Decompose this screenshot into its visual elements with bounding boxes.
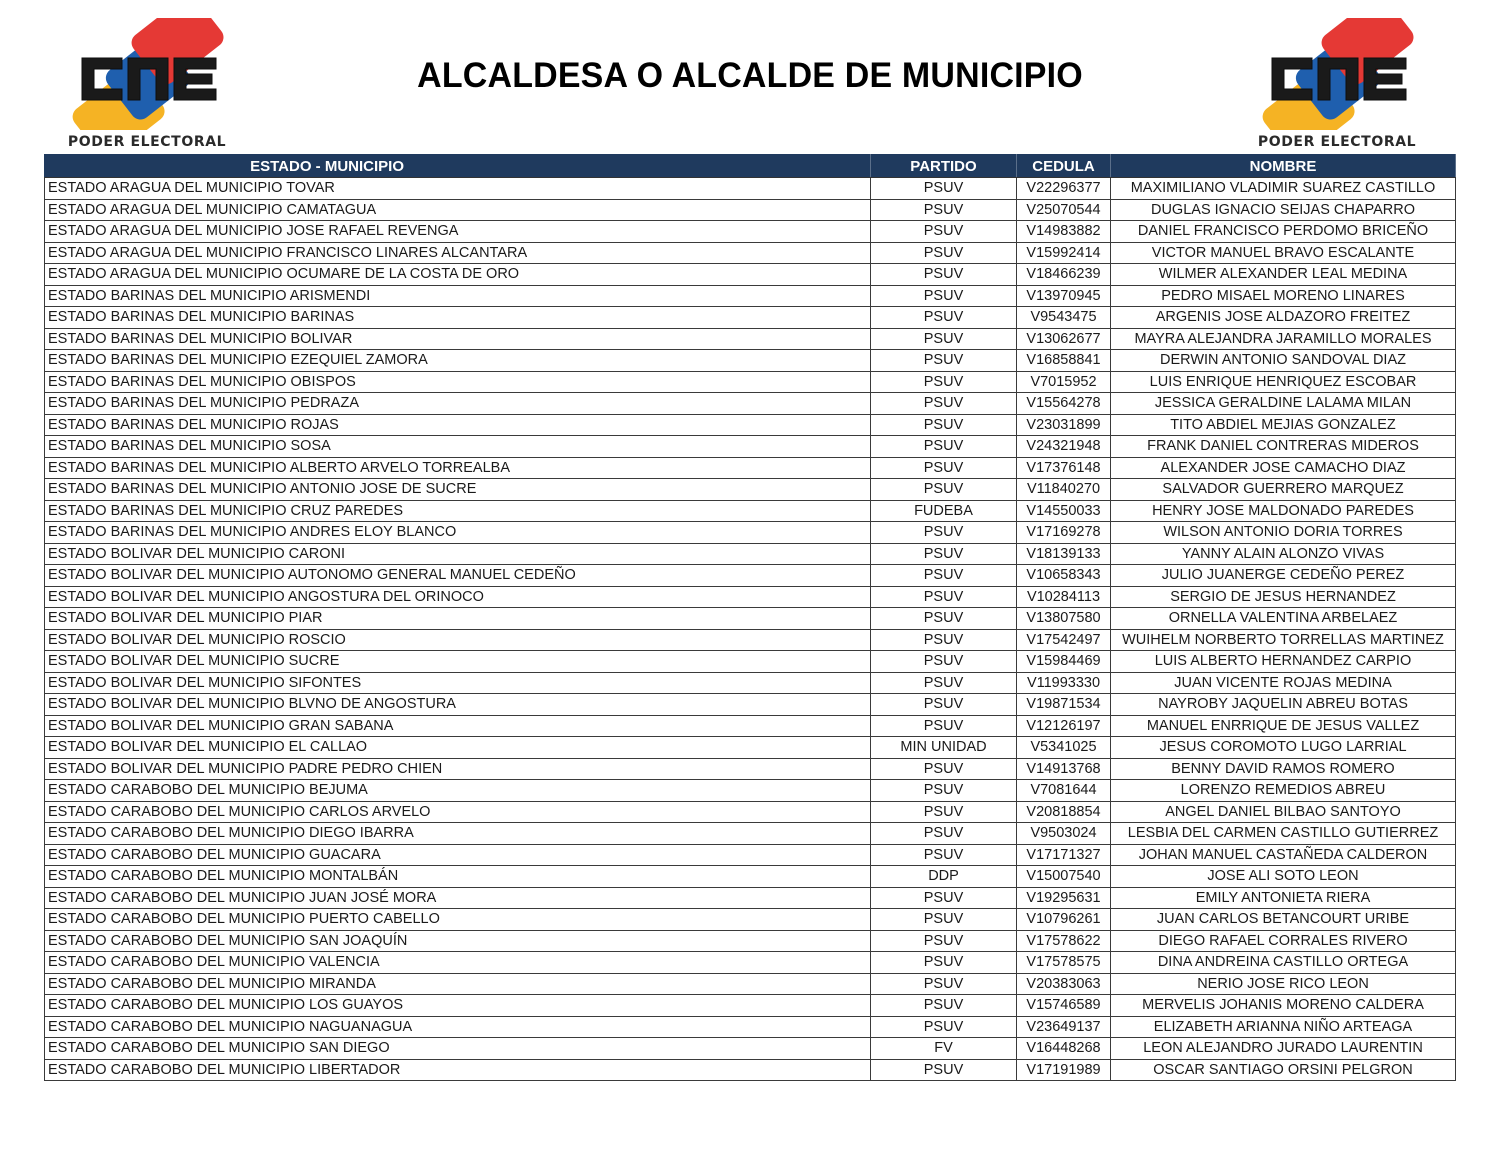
- table-row: [45, 909, 1456, 931]
- cell-nombre: LEON ALEJANDRO JURADO LAURENTIN: [1111, 1038, 1456, 1060]
- cell-cedula: V10658343: [1017, 565, 1111, 587]
- table-row: [45, 866, 1456, 888]
- column-header-estado-municipio: ESTADO - MUNICIPIO: [45, 155, 871, 178]
- cell-estado-municipio: ESTADO CARABOBO DEL MUNICIPIO GUACARA: [45, 844, 871, 866]
- cell-estado-municipio: ESTADO CARABOBO DEL MUNICIPIO BEJUMA: [45, 780, 871, 802]
- cell-estado-municipio: ESTADO BOLIVAR DEL MUNICIPIO ROSCIO: [45, 629, 871, 651]
- cell-cedula: V13807580: [1017, 608, 1111, 630]
- cell-partido: PSUV: [871, 715, 1017, 737]
- table-row: [45, 694, 1456, 716]
- cell-cedula: V13970945: [1017, 285, 1111, 307]
- table-row: [45, 1059, 1456, 1081]
- cell-cedula: V17191989: [1017, 1059, 1111, 1081]
- table-row: [45, 651, 1456, 673]
- cell-nombre: PEDRO MISAEL MORENO LINARES: [1111, 285, 1456, 307]
- cell-partido: PSUV: [871, 973, 1017, 995]
- cell-cedula: V10284113: [1017, 586, 1111, 608]
- cell-cedula: V24321948: [1017, 436, 1111, 458]
- cell-nombre: WILSON ANTONIO DORIA TORRES: [1111, 522, 1456, 544]
- cell-partido: PSUV: [871, 522, 1017, 544]
- cell-partido: PSUV: [871, 393, 1017, 415]
- cell-partido: PSUV: [871, 221, 1017, 243]
- cell-nombre: MERVELIS JOHANIS MORENO CALDERA: [1111, 995, 1456, 1017]
- cell-nombre: JOHAN MANUEL CASTAÑEDA CALDERON: [1111, 844, 1456, 866]
- cell-cedula: V18139133: [1017, 543, 1111, 565]
- cell-nombre: ORNELLA VALENTINA ARBELAEZ: [1111, 608, 1456, 630]
- cell-estado-municipio: ESTADO CARABOBO DEL MUNICIPIO SAN JOAQUÍN: [45, 930, 871, 952]
- table-row: [45, 995, 1456, 1017]
- cell-partido: PSUV: [871, 586, 1017, 608]
- cell-nombre: ELIZABETH ARIANNA NIÑO ARTEAGA: [1111, 1016, 1456, 1038]
- cell-nombre: LUIS ENRIQUE HENRIQUEZ ESCOBAR: [1111, 371, 1456, 393]
- cell-nombre: DIEGO RAFAEL CORRALES RIVERO: [1111, 930, 1456, 952]
- cell-partido: PSUV: [871, 801, 1017, 823]
- cell-partido: PSUV: [871, 543, 1017, 565]
- table-row: [45, 500, 1456, 522]
- cell-partido: PSUV: [871, 780, 1017, 802]
- cell-partido: PSUV: [871, 844, 1017, 866]
- table-row: [45, 930, 1456, 952]
- table-row: [45, 758, 1456, 780]
- cell-partido: PSUV: [871, 608, 1017, 630]
- cell-nombre: JESUS COROMOTO LUGO LARRIAL: [1111, 737, 1456, 759]
- cell-partido: PSUV: [871, 285, 1017, 307]
- cell-estado-municipio: ESTADO BOLIVAR DEL MUNICIPIO SUCRE: [45, 651, 871, 673]
- logo-tagline-left: PODER ELECTORAL: [67, 134, 227, 150]
- cell-cedula: V20818854: [1017, 801, 1111, 823]
- cell-partido: FUDEBA: [871, 500, 1017, 522]
- table-row: [45, 307, 1456, 329]
- cell-partido: PSUV: [871, 995, 1017, 1017]
- cell-nombre: LESBIA DEL CARMEN CASTILLO GUTIERREZ: [1111, 823, 1456, 845]
- cne-logo-right: [1232, 18, 1442, 153]
- cell-estado-municipio: ESTADO CARABOBO DEL MUNICIPIO PUERTO CABELLO: [45, 909, 871, 931]
- table-row: [45, 350, 1456, 372]
- cell-estado-municipio: ESTADO BARINAS DEL MUNICIPIO CRUZ PAREDES: [45, 500, 871, 522]
- cell-nombre: JESSICA GERALDINE LALAMA MILAN: [1111, 393, 1456, 415]
- cell-cedula: V18466239: [1017, 264, 1111, 286]
- cell-cedula: V25070544: [1017, 199, 1111, 221]
- cell-cedula: V17542497: [1017, 629, 1111, 651]
- cell-partido: PSUV: [871, 887, 1017, 909]
- cell-cedula: V20383063: [1017, 973, 1111, 995]
- cell-cedula: V17578622: [1017, 930, 1111, 952]
- cell-estado-municipio: ESTADO CARABOBO DEL MUNICIPIO MIRANDA: [45, 973, 871, 995]
- cell-estado-municipio: ESTADO BOLIVAR DEL MUNICIPIO PADRE PEDRO CHIEN: [45, 758, 871, 780]
- cell-nombre: DANIEL FRANCISCO PERDOMO BRICEÑO: [1111, 221, 1456, 243]
- cell-cedula: V16858841: [1017, 350, 1111, 372]
- table-row: [45, 887, 1456, 909]
- cell-estado-municipio: ESTADO CARABOBO DEL MUNICIPIO JUAN JOSÉ MORA: [45, 887, 871, 909]
- cell-estado-municipio: ESTADO CARABOBO DEL MUNICIPIO CARLOS ARVELO: [45, 801, 871, 823]
- cell-estado-municipio: ESTADO BARINAS DEL MUNICIPIO ARISMENDI: [45, 285, 871, 307]
- cell-nombre: YANNY ALAIN ALONZO VIVAS: [1111, 543, 1456, 565]
- cell-partido: PSUV: [871, 436, 1017, 458]
- cell-partido: PSUV: [871, 264, 1017, 286]
- cell-partido: PSUV: [871, 565, 1017, 587]
- column-header-nombre: NOMBRE: [1111, 155, 1456, 178]
- table-row: [45, 973, 1456, 995]
- table-row: [45, 1016, 1456, 1038]
- cell-nombre: WILMER ALEXANDER LEAL MEDINA: [1111, 264, 1456, 286]
- logo-tagline-right: PODER ELECTORAL: [1257, 134, 1417, 150]
- table-row: [45, 264, 1456, 286]
- cell-cedula: V9543475: [1017, 307, 1111, 329]
- cell-cedula: V7081644: [1017, 780, 1111, 802]
- cell-estado-municipio: ESTADO BARINAS DEL MUNICIPIO BARINAS: [45, 307, 871, 329]
- cell-nombre: BENNY DAVID RAMOS ROMERO: [1111, 758, 1456, 780]
- cell-partido: PSUV: [871, 694, 1017, 716]
- table-row: [45, 221, 1456, 243]
- cell-cedula: V15564278: [1017, 393, 1111, 415]
- table-row: [45, 242, 1456, 264]
- cell-partido: PSUV: [871, 178, 1017, 200]
- cell-estado-municipio: ESTADO ARAGUA DEL MUNICIPIO JOSE RAFAEL REVENGA: [45, 221, 871, 243]
- cell-nombre: DUGLAS IGNACIO SEIJAS CHAPARRO: [1111, 199, 1456, 221]
- cell-partido: PSUV: [871, 952, 1017, 974]
- cell-cedula: V17169278: [1017, 522, 1111, 544]
- cell-partido: PSUV: [871, 350, 1017, 372]
- cell-nombre: JUAN VICENTE ROJAS MEDINA: [1111, 672, 1456, 694]
- cell-partido: PSUV: [871, 371, 1017, 393]
- cell-nombre: LORENZO REMEDIOS ABREU: [1111, 780, 1456, 802]
- cell-nombre: SALVADOR GUERRERO MARQUEZ: [1111, 479, 1456, 501]
- table-row: [45, 285, 1456, 307]
- table-row: [45, 780, 1456, 802]
- cell-nombre: TITO ABDIEL MEJIAS GONZALEZ: [1111, 414, 1456, 436]
- cell-estado-municipio: ESTADO BARINAS DEL MUNICIPIO PEDRAZA: [45, 393, 871, 415]
- cell-estado-municipio: ESTADO CARABOBO DEL MUNICIPIO LOS GUAYOS: [45, 995, 871, 1017]
- cell-cedula: V14913768: [1017, 758, 1111, 780]
- cell-nombre: ALEXANDER JOSE CAMACHO DIAZ: [1111, 457, 1456, 479]
- cell-cedula: V9503024: [1017, 823, 1111, 845]
- cell-estado-municipio: ESTADO BARINAS DEL MUNICIPIO SOSA: [45, 436, 871, 458]
- cell-nombre: JUAN CARLOS BETANCOURT URIBE: [1111, 909, 1456, 931]
- cell-partido: PSUV: [871, 1059, 1017, 1081]
- cell-nombre: DERWIN ANTONIO SANDOVAL DIAZ: [1111, 350, 1456, 372]
- cell-partido: PSUV: [871, 479, 1017, 501]
- cell-estado-municipio: ESTADO BOLIVAR DEL MUNICIPIO EL CALLAO: [45, 737, 871, 759]
- cell-nombre: WUIHELM NORBERTO TORRELLAS MARTINEZ: [1111, 629, 1456, 651]
- cell-cedula: V17376148: [1017, 457, 1111, 479]
- table-row: [45, 672, 1456, 694]
- cell-cedula: V23031899: [1017, 414, 1111, 436]
- cell-cedula: V14983882: [1017, 221, 1111, 243]
- cell-cedula: V5341025: [1017, 737, 1111, 759]
- cell-nombre: MAYRA ALEJANDRA JARAMILLO MORALES: [1111, 328, 1456, 350]
- cell-nombre: DINA ANDREINA CASTILLO ORTEGA: [1111, 952, 1456, 974]
- table-row: [45, 629, 1456, 651]
- table-row: [45, 823, 1456, 845]
- page-title: ALCALDESA O ALCALDE DE MUNICIPIO: [417, 56, 1083, 95]
- table-row: [45, 178, 1456, 200]
- cell-partido: PSUV: [871, 457, 1017, 479]
- table-row: [45, 801, 1456, 823]
- table-row: [45, 522, 1456, 544]
- cell-cedula: V12126197: [1017, 715, 1111, 737]
- cell-nombre: NERIO JOSE RICO LEON: [1111, 973, 1456, 995]
- table-row: [45, 479, 1456, 501]
- table-row: [45, 715, 1456, 737]
- cell-estado-municipio: ESTADO ARAGUA DEL MUNICIPIO OCUMARE DE LA COSTA DE ORO: [45, 264, 871, 286]
- table-row: [45, 393, 1456, 415]
- cell-cedula: V15746589: [1017, 995, 1111, 1017]
- cell-cedula: V23649137: [1017, 1016, 1111, 1038]
- cell-nombre: SERGIO DE JESUS HERNANDEZ: [1111, 586, 1456, 608]
- cell-estado-municipio: ESTADO BARINAS DEL MUNICIPIO ANDRES ELOY BLANCO: [45, 522, 871, 544]
- cell-cedula: V17578575: [1017, 952, 1111, 974]
- cell-partido: PSUV: [871, 909, 1017, 931]
- cell-cedula: V11840270: [1017, 479, 1111, 501]
- table-body: [45, 178, 1456, 1081]
- cell-cedula: V22296377: [1017, 178, 1111, 200]
- cell-cedula: V7015952: [1017, 371, 1111, 393]
- table-row: [45, 1038, 1456, 1060]
- cell-estado-municipio: ESTADO BOLIVAR DEL MUNICIPIO CARONI: [45, 543, 871, 565]
- column-header-partido: PARTIDO: [871, 155, 1017, 178]
- cell-estado-municipio: ESTADO ARAGUA DEL MUNICIPIO FRANCISCO LINARES ALCANTARA: [45, 242, 871, 264]
- cell-estado-municipio: ESTADO BARINAS DEL MUNICIPIO OBISPOS: [45, 371, 871, 393]
- table-row: [45, 199, 1456, 221]
- cell-nombre: OSCAR SANTIAGO ORSINI PELGRON: [1111, 1059, 1456, 1081]
- cell-estado-municipio: ESTADO BOLIVAR DEL MUNICIPIO BLVNO DE ANGOSTURA: [45, 694, 871, 716]
- cell-partido: PSUV: [871, 199, 1017, 221]
- table-header-row: [45, 155, 1456, 178]
- cell-estado-municipio: ESTADO BOLIVAR DEL MUNICIPIO AUTONOMO GENERAL MANUEL CEDEÑO: [45, 565, 871, 587]
- table-row: [45, 565, 1456, 587]
- cell-nombre: JULIO JUANERGE CEDEÑO PEREZ: [1111, 565, 1456, 587]
- table-row: [45, 543, 1456, 565]
- cell-nombre: MAXIMILIANO VLADIMIR SUAREZ CASTILLO: [1111, 178, 1456, 200]
- cell-cedula: V11993330: [1017, 672, 1111, 694]
- table-row: [45, 586, 1456, 608]
- cell-estado-municipio: ESTADO CARABOBO DEL MUNICIPIO SAN DIEGO: [45, 1038, 871, 1060]
- cell-nombre: HENRY JOSE MALDONADO PAREDES: [1111, 500, 1456, 522]
- cell-estado-municipio: ESTADO CARABOBO DEL MUNICIPIO LIBERTADOR: [45, 1059, 871, 1081]
- cell-estado-municipio: ESTADO CARABOBO DEL MUNICIPIO MONTALBÁN: [45, 866, 871, 888]
- cell-nombre: NAYROBY JAQUELIN ABREU BOTAS: [1111, 694, 1456, 716]
- cell-estado-municipio: ESTADO BOLIVAR DEL MUNICIPIO PIAR: [45, 608, 871, 630]
- cell-partido: PSUV: [871, 414, 1017, 436]
- cell-nombre: VICTOR MANUEL BRAVO ESCALANTE: [1111, 242, 1456, 264]
- cell-cedula: V10796261: [1017, 909, 1111, 931]
- cell-cedula: V13062677: [1017, 328, 1111, 350]
- table-row: [45, 844, 1456, 866]
- cell-partido: FV: [871, 1038, 1017, 1060]
- cne-logo-icon: [1232, 18, 1442, 130]
- cell-nombre: LUIS ALBERTO HERNANDEZ CARPIO: [1111, 651, 1456, 673]
- cell-nombre: ANGEL DANIEL BILBAO SANTOYO: [1111, 801, 1456, 823]
- table-row: [45, 436, 1456, 458]
- cell-estado-municipio: ESTADO BARINAS DEL MUNICIPIO ALBERTO ARVELO TORREALBA: [45, 457, 871, 479]
- cell-partido: PSUV: [871, 672, 1017, 694]
- cell-cedula: V15984469: [1017, 651, 1111, 673]
- cell-cedula: V14550033: [1017, 500, 1111, 522]
- cell-estado-municipio: ESTADO BARINAS DEL MUNICIPIO EZEQUIEL ZAMORA: [45, 350, 871, 372]
- cell-estado-municipio: ESTADO ARAGUA DEL MUNICIPIO CAMATAGUA: [45, 199, 871, 221]
- table-row: [45, 952, 1456, 974]
- cell-partido: PSUV: [871, 1016, 1017, 1038]
- cell-estado-municipio: ESTADO BARINAS DEL MUNICIPIO BOLIVAR: [45, 328, 871, 350]
- cell-cedula: V15992414: [1017, 242, 1111, 264]
- cell-partido: PSUV: [871, 823, 1017, 845]
- cell-cedula: V17171327: [1017, 844, 1111, 866]
- cell-nombre: FRANK DANIEL CONTRERAS MIDEROS: [1111, 436, 1456, 458]
- cell-nombre: MANUEL ENRRIQUE DE JESUS VALLEZ: [1111, 715, 1456, 737]
- table-row: [45, 737, 1456, 759]
- cell-partido: DDP: [871, 866, 1017, 888]
- cell-estado-municipio: ESTADO ARAGUA DEL MUNICIPIO TOVAR: [45, 178, 871, 200]
- cell-partido: PSUV: [871, 307, 1017, 329]
- table-row: [45, 371, 1456, 393]
- cell-partido: MIN UNIDAD: [871, 737, 1017, 759]
- cell-estado-municipio: ESTADO BOLIVAR DEL MUNICIPIO SIFONTES: [45, 672, 871, 694]
- cell-nombre: EMILY ANTONIETA RIERA: [1111, 887, 1456, 909]
- cell-partido: PSUV: [871, 651, 1017, 673]
- cell-cedula: V19295631: [1017, 887, 1111, 909]
- table-row: [45, 608, 1456, 630]
- cell-partido: PSUV: [871, 930, 1017, 952]
- cell-partido: PSUV: [871, 328, 1017, 350]
- cell-partido: PSUV: [871, 629, 1017, 651]
- cell-estado-municipio: ESTADO CARABOBO DEL MUNICIPIO VALENCIA: [45, 952, 871, 974]
- cell-estado-municipio: ESTADO BARINAS DEL MUNICIPIO ROJAS: [45, 414, 871, 436]
- cell-partido: PSUV: [871, 242, 1017, 264]
- cell-estado-municipio: ESTADO BARINAS DEL MUNICIPIO ANTONIO JOSE DE SUCRE: [45, 479, 871, 501]
- candidates-table: [44, 154, 1456, 1081]
- table-row: [45, 457, 1456, 479]
- column-header-cedula: CEDULA: [1017, 155, 1111, 178]
- table-row: [45, 328, 1456, 350]
- cell-estado-municipio: ESTADO CARABOBO DEL MUNICIPIO NAGUANAGUA: [45, 1016, 871, 1038]
- cell-nombre: ARGENIS JOSE ALDAZORO FREITEZ: [1111, 307, 1456, 329]
- cell-nombre: JOSE ALI SOTO LEON: [1111, 866, 1456, 888]
- cell-estado-municipio: ESTADO BOLIVAR DEL MUNICIPIO ANGOSTURA DEL ORINOCO: [45, 586, 871, 608]
- cell-cedula: V16448268: [1017, 1038, 1111, 1060]
- cell-estado-municipio: ESTADO BOLIVAR DEL MUNICIPIO GRAN SABANA: [45, 715, 871, 737]
- table-row: [45, 414, 1456, 436]
- cell-partido: PSUV: [871, 758, 1017, 780]
- cell-cedula: V15007540: [1017, 866, 1111, 888]
- cell-cedula: V19871534: [1017, 694, 1111, 716]
- cell-estado-municipio: ESTADO CARABOBO DEL MUNICIPIO DIEGO IBARRA: [45, 823, 871, 845]
